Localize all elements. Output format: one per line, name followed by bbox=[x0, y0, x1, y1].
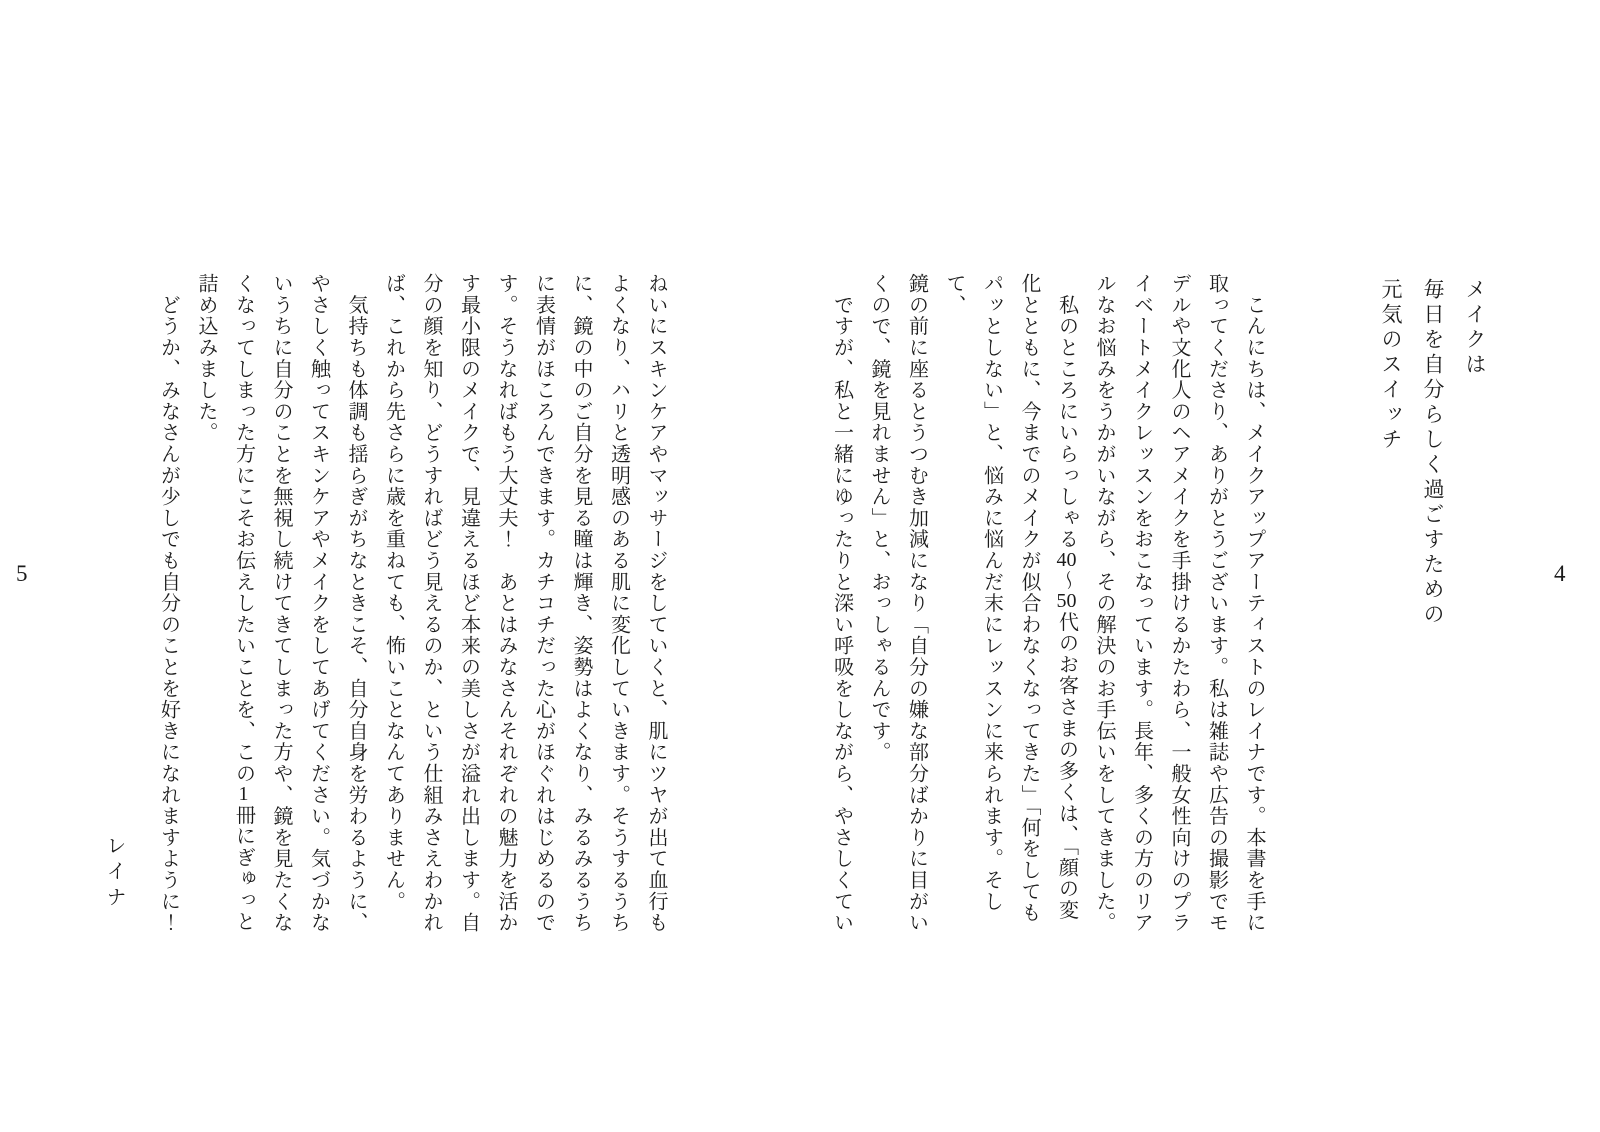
chapter-title bbox=[1369, 278, 1495, 678]
text-line: 鏡の前に座るとうつむき加減になり「自分の嫌な部分ばかりに目がい bbox=[905, 273, 928, 934]
text-line: 気持ちも体調も揺らぎがちなときこそ、自分自身を労わるように、 bbox=[345, 273, 367, 934]
text-line: くので、鏡を見れません」と、おっしゃるんです。 bbox=[868, 273, 890, 763]
text-line: パッとしない」と、悩みに悩んだ末にレッスンに来られます。そして、 bbox=[943, 273, 1003, 912]
page-number-right: 4 bbox=[1554, 561, 1566, 586]
text-line: 詰め込みました。 bbox=[195, 273, 217, 444]
author-signature: レイナ bbox=[103, 835, 125, 912]
text-line: 化とともに、今までのメイクが似合わなくなってきた」「何をしても bbox=[1018, 273, 1040, 924]
text-line: す。そうなればもう大丈夫！ あとはみなさんそれぞれの魅力を活か bbox=[495, 273, 517, 934]
text-line: こんにちは、メイクアップアーティストのレイナです。本書を手に bbox=[1243, 273, 1265, 934]
text-line: ですが、私と一緒にゆったりと深い呼吸をしながら、やさしくてい bbox=[830, 273, 853, 934]
text-line: メイクは bbox=[1463, 278, 1486, 378]
text-line: イベートメイクレッスンをおこなっています。長年、多くの方のリア bbox=[1130, 273, 1153, 934]
tate-chu-yoko-number: 1 bbox=[238, 784, 249, 805]
text-line: 分の顔を知り、どうすればどう見えるのか、という仕組みさえわかれ bbox=[420, 273, 442, 934]
text-line: す最小限のメイクで、見違えるほど本来の美しさが溢れ出します。自 bbox=[457, 273, 480, 934]
right-page-body-text bbox=[822, 273, 1272, 935]
text-line: いうちに自分のことを無視し続けてきてしまった方や、鏡を見たくな bbox=[270, 273, 292, 934]
left-page-body-text bbox=[149, 273, 674, 935]
tate-chu-yoko-number: 40 bbox=[1056, 549, 1077, 570]
text-line: くなってしまった方にこそお伝えしたいことを、この1冊にぎゅっと bbox=[232, 273, 255, 933]
text-line: 元気のスイッチ bbox=[1379, 278, 1402, 453]
tate-chu-yoko-number: 50 bbox=[1056, 591, 1077, 612]
text-line: 取ってくださり、ありがとうございます。私は雑誌や広告の撮影でモ bbox=[1205, 273, 1228, 934]
text-line: どうか、みなさんが少しでも自分のことを好きになれますように！ bbox=[157, 273, 180, 934]
text-line: よくなり、ハリと透明感のある肌に変化していきます。そうするうち bbox=[607, 273, 630, 934]
text-line: やさしく触ってスキンケアやメイクをしてあげてください。気づかな bbox=[307, 273, 330, 934]
page-number-left: 5 bbox=[16, 561, 28, 586]
text-line: 私のところにいらっしゃる40〜50代のお客さまの多くは、「顔の変 bbox=[1055, 273, 1078, 921]
text-line: に表情がほころんできます。カチコチだった心がほぐれはじめるので bbox=[532, 273, 555, 934]
text-line: に、鏡の中のご自分を見る瞳は輝き、姿勢はよくなり、みるみるうち bbox=[570, 273, 592, 934]
text-line: ば、これから先さらに歳を重ねても、怖いことなんてありません。 bbox=[382, 273, 405, 912]
text-line: ルなお悩みをうかがいながら、その解決のお手伝いをしてきました。 bbox=[1093, 273, 1115, 934]
text-line: ねいにスキンケアやマッサージをしていくと、肌にツヤが出て血行も bbox=[645, 273, 667, 934]
text-line: 毎日を自分らしく過ごすための bbox=[1421, 278, 1444, 628]
text-line: デルや文化人のヘアメイクを手掛けるかたわら、一般女性向けのプラ bbox=[1168, 273, 1190, 934]
